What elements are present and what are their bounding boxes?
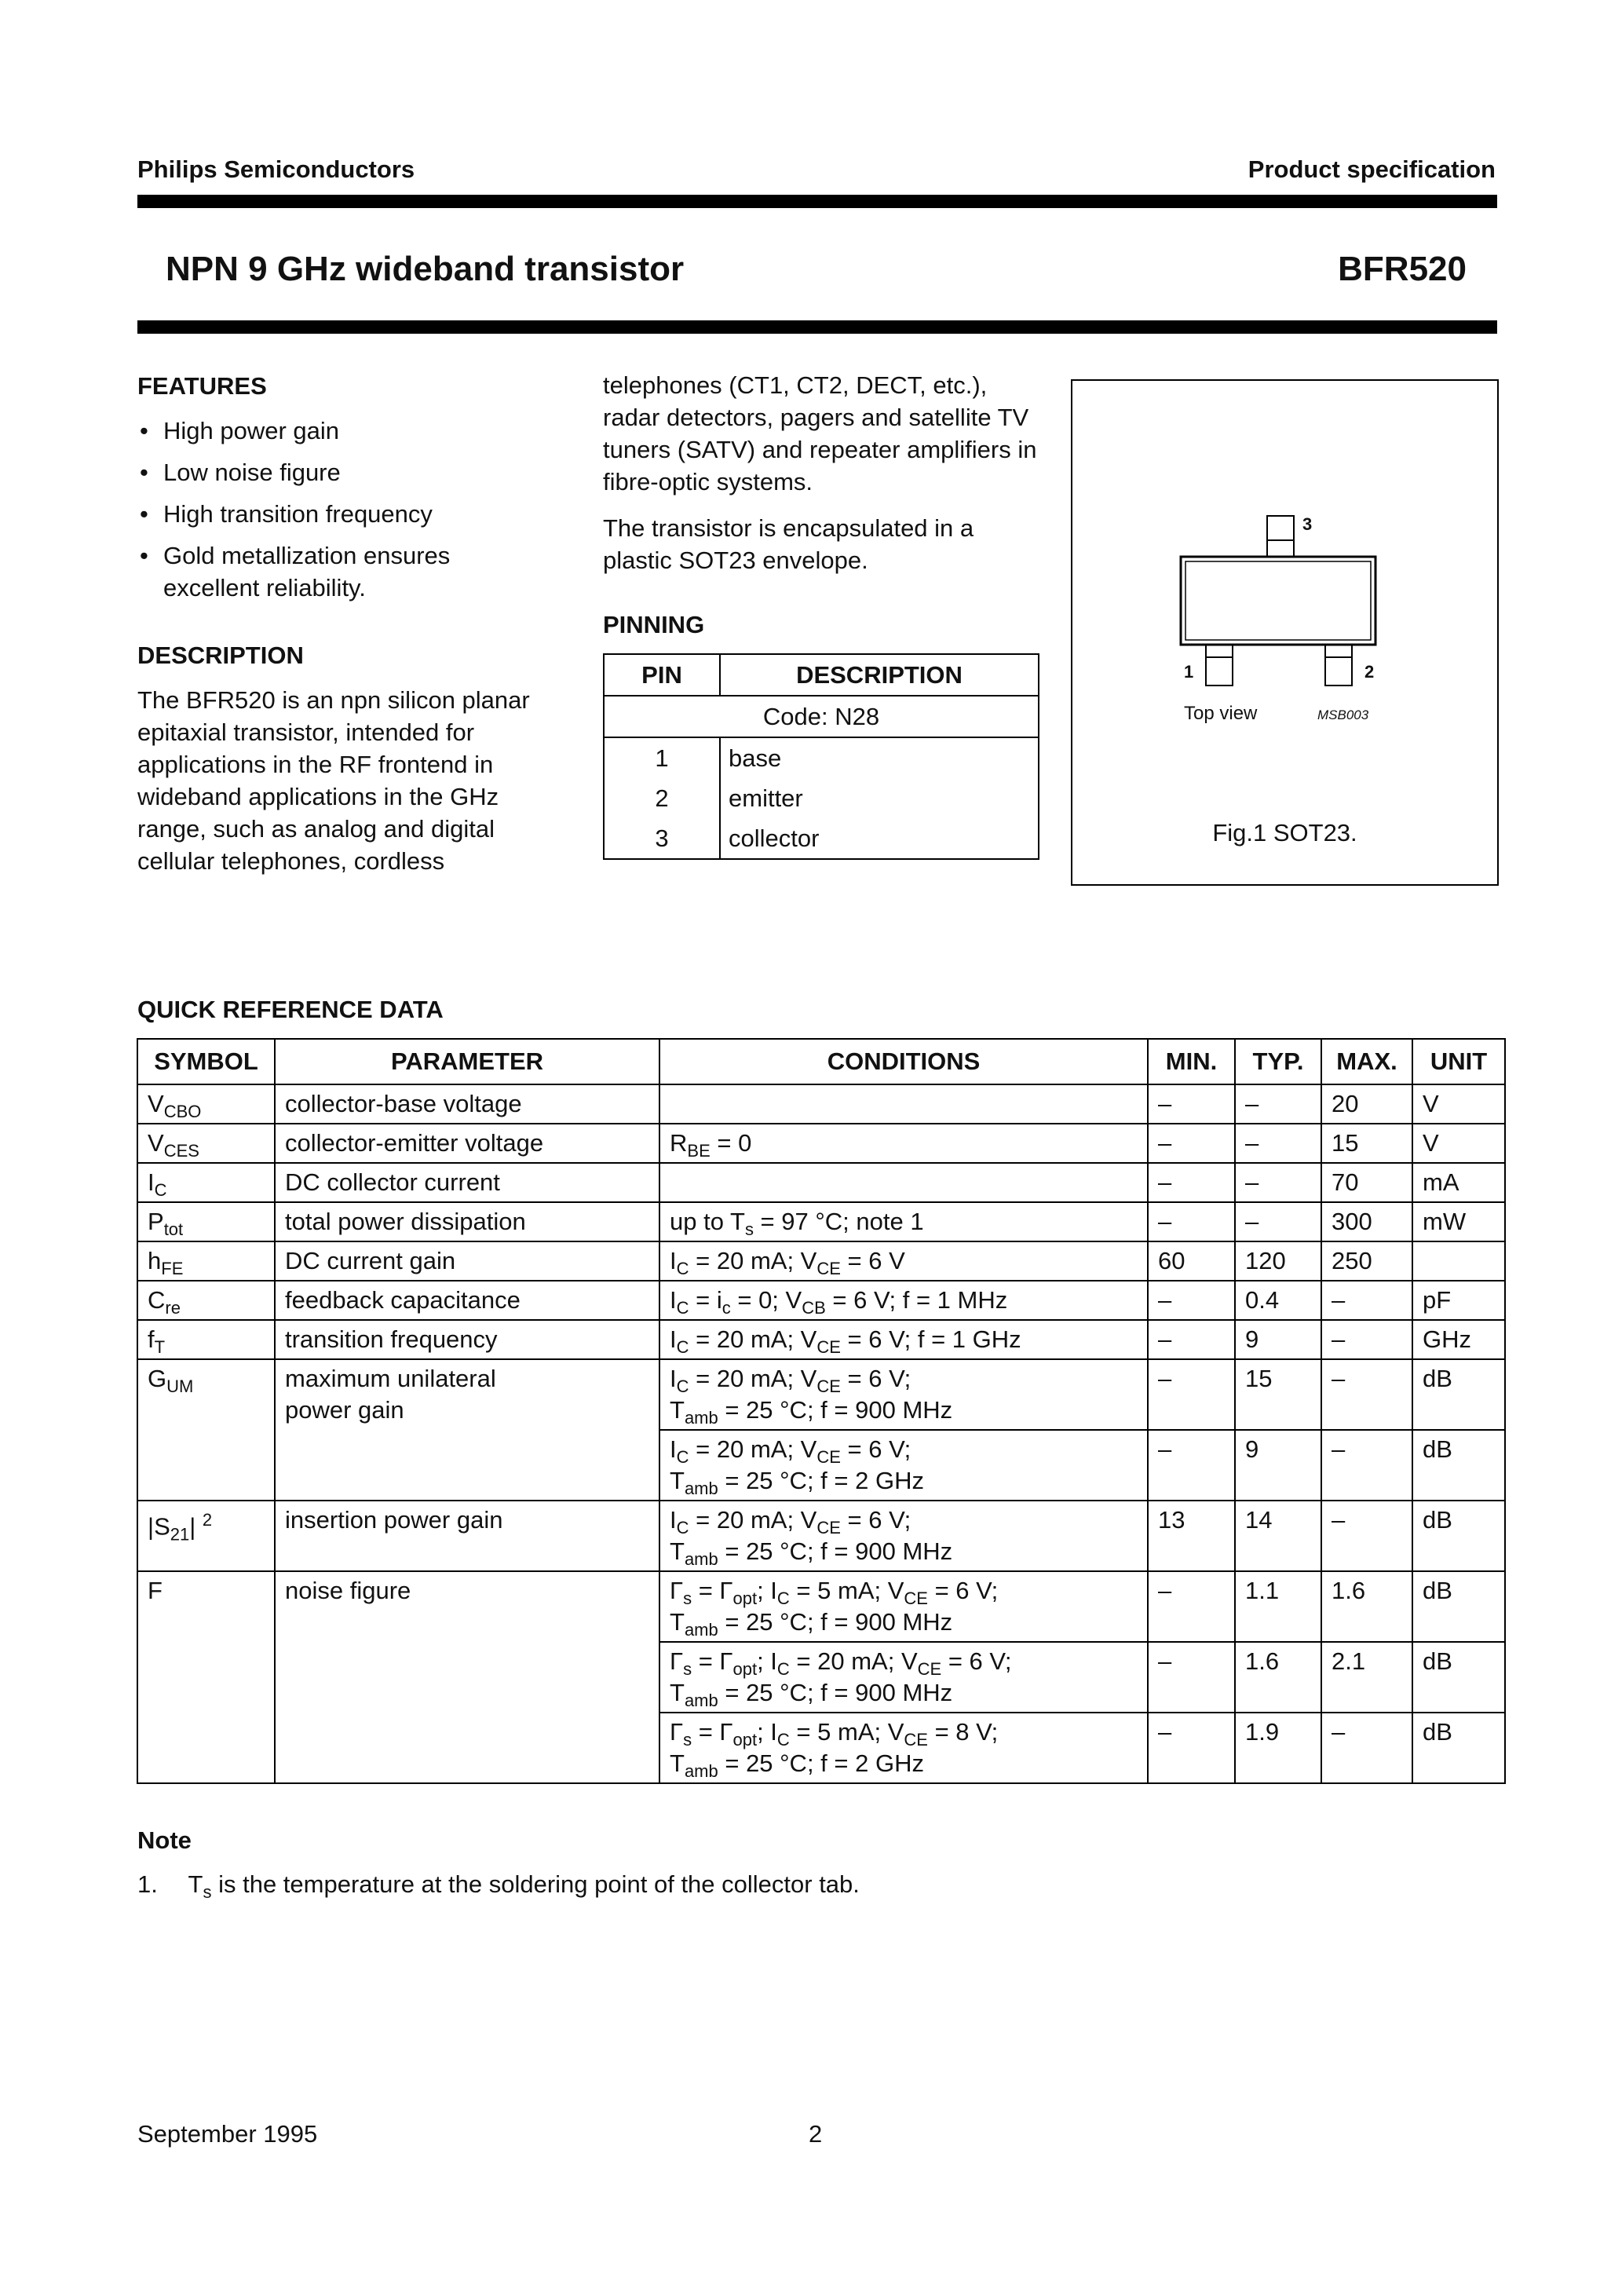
max-cell: 300 bbox=[1321, 1202, 1412, 1241]
unit-cell: pF bbox=[1412, 1281, 1505, 1320]
left-column bbox=[137, 372, 577, 877]
parameter-cell: DC current gain bbox=[275, 1241, 659, 1281]
conditions-cell: $I_C = 20$ mA; $V_{CE} = 6$ V; $T_{amb} = 25$ °C; f = 900 MHz bbox=[659, 1359, 1148, 1430]
max-cell: 15 bbox=[1321, 1124, 1412, 1163]
typ-cell: – bbox=[1235, 1202, 1321, 1241]
unit-cell: GHz bbox=[1412, 1320, 1505, 1359]
table-row bbox=[137, 1202, 1505, 1241]
pin-col-header: PIN bbox=[604, 654, 720, 696]
unit-cell: mA bbox=[1412, 1163, 1505, 1202]
marking-code: Code: N28 bbox=[604, 696, 1039, 737]
col-min: MIN. bbox=[1148, 1039, 1235, 1084]
sot23-package-diagram bbox=[1072, 381, 1497, 884]
max-cell: – bbox=[1321, 1713, 1412, 1783]
conditions-cell: $I_C = i_c = 0$; $V_{CB} = 6$ V; f = 1 MHz bbox=[659, 1281, 1148, 1320]
parameter-cell: feedback capacitance bbox=[275, 1281, 659, 1320]
max-cell: 1.6 bbox=[1321, 1571, 1412, 1642]
symbol-cell: $G_{UM}$ bbox=[137, 1359, 275, 1430]
col-conditions: CONDITIONS bbox=[659, 1039, 1148, 1084]
table-row bbox=[137, 1501, 1505, 1571]
table-row bbox=[604, 778, 1039, 818]
pin2-label: 2 bbox=[1364, 662, 1375, 682]
min-cell: – bbox=[1148, 1124, 1235, 1163]
typ-cell: 1.9 bbox=[1235, 1713, 1321, 1783]
doc-type: Product specification bbox=[1248, 155, 1496, 183]
symbol-cell: $P_{tot}$ bbox=[137, 1202, 275, 1241]
parameter-cell: maximum unilateral power gain bbox=[275, 1359, 659, 1430]
min-cell: – bbox=[1148, 1359, 1235, 1430]
description-para1: The BFR520 is an npn silicon planar epitaxial transistor, intended for applications in the RF frontend in wideband applications in the GHz range, such as analog and digital cellular telephones, cordless bbox=[137, 686, 530, 875]
table-row bbox=[137, 1124, 1505, 1163]
symbol-cell bbox=[137, 1642, 275, 1713]
part-number: BFR520 bbox=[1338, 250, 1467, 288]
typ-cell: 0.4 bbox=[1235, 1281, 1321, 1320]
product-title: NPN 9 GHz wideband transistor bbox=[166, 250, 685, 288]
conditions-cell: $I_C = 20$ mA; $V_{CE} = 6$ V bbox=[659, 1241, 1148, 1281]
top-view-label: Top view bbox=[1184, 703, 1258, 724]
parameter-cell: DC collector current bbox=[275, 1163, 659, 1202]
conditions-cell bbox=[659, 1163, 1148, 1202]
conditions-cell: $\Gamma_s = \Gamma_{opt}$; $I_C = 20$ mA; $V_{CE} = 6$ V; $T_{amb} = 25$ °C; f = 900 MHz bbox=[659, 1642, 1148, 1713]
typ-cell: 9 bbox=[1235, 1320, 1321, 1359]
min-cell: – bbox=[1148, 1642, 1235, 1713]
pin-number: 1 bbox=[604, 737, 720, 778]
symbol-cell: $V_{CBO}$ bbox=[137, 1084, 275, 1124]
page-number: 2 bbox=[809, 2120, 823, 2148]
feature-item: • Gold metallization ensures excellent reliability. bbox=[137, 539, 532, 604]
symbol-cell: $|S_{21}|$ $^2$ bbox=[137, 1501, 275, 1571]
figure-caption: Fig.1 SOT23. bbox=[1212, 819, 1357, 846]
pin-desc: emitter bbox=[720, 778, 1039, 818]
max-cell: – bbox=[1321, 1359, 1412, 1430]
unit-cell: dB bbox=[1412, 1571, 1505, 1642]
typ-cell: 9 bbox=[1235, 1430, 1321, 1501]
features-list bbox=[137, 415, 577, 604]
symbol-cell bbox=[137, 1713, 275, 1783]
parameter-cell: collector-base voltage bbox=[275, 1084, 659, 1124]
parameter-cell bbox=[275, 1642, 659, 1713]
conditions-cell: $I_C = 20$ mA; $V_{CE} = 6$ V; $T_{amb} = 25$ °C; f = 900 MHz bbox=[659, 1501, 1148, 1571]
symbol-cell bbox=[137, 1430, 275, 1501]
title-rule bbox=[137, 320, 1497, 334]
max-cell: 20 bbox=[1321, 1084, 1412, 1124]
pin-number: 2 bbox=[604, 778, 720, 818]
min-cell: – bbox=[1148, 1084, 1235, 1124]
symbol-cell: $f_T$ bbox=[137, 1320, 275, 1359]
parameter-cell: transition frequency bbox=[275, 1320, 659, 1359]
typ-cell: – bbox=[1235, 1124, 1321, 1163]
note-number: 1. bbox=[137, 1870, 158, 1898]
header-rule bbox=[137, 195, 1497, 208]
footer-date: September 1995 bbox=[137, 2120, 318, 2148]
pin3-label: 3 bbox=[1302, 514, 1313, 534]
description-heading: DESCRIPTION bbox=[137, 642, 304, 669]
conditions-cell: $\Gamma_s = \Gamma_{opt}$; $I_C = 5$ mA; $V_{CE} = 8$ V; $T_{amb} = 25$ °C; f = 2 GHz bbox=[659, 1713, 1148, 1783]
table-row bbox=[137, 1084, 1505, 1124]
min-cell: – bbox=[1148, 1202, 1235, 1241]
typ-cell: 1.6 bbox=[1235, 1642, 1321, 1713]
symbol-cell: F bbox=[137, 1571, 275, 1642]
max-cell: – bbox=[1321, 1320, 1412, 1359]
typ-cell: 1.1 bbox=[1235, 1571, 1321, 1642]
conditions-cell bbox=[659, 1084, 1148, 1124]
symbol-cell: $I_C$ bbox=[137, 1163, 275, 1202]
col-parameter: PARAMETER bbox=[275, 1039, 659, 1084]
parameter-cell: insertion power gain bbox=[275, 1501, 659, 1571]
feature-item: • Low noise figure bbox=[137, 456, 577, 488]
company-name: Philips Semiconductors bbox=[137, 155, 415, 183]
table-row bbox=[137, 1320, 1505, 1359]
table-row bbox=[604, 818, 1039, 859]
symbol-cell: $C_{re}$ bbox=[137, 1281, 275, 1320]
table-row bbox=[137, 1281, 1505, 1320]
conditions-cell: $I_C = 20$ mA; $V_{CE} = 6$ V; $T_{amb} = 25$ °C; f = 2 GHz bbox=[659, 1430, 1148, 1501]
col-symbol: SYMBOL bbox=[137, 1039, 275, 1084]
typ-cell: – bbox=[1235, 1084, 1321, 1124]
conditions-cell: $\Gamma_s = \Gamma_{opt}$; $I_C = 5$ mA; $V_{CE} = 6$ V; $T_{amb} = 25$ °C; f = 900 MHz bbox=[659, 1571, 1148, 1642]
feature-item: • High power gain bbox=[137, 415, 577, 447]
parameter-cell: collector-emitter voltage bbox=[275, 1124, 659, 1163]
typ-cell: 120 bbox=[1235, 1241, 1321, 1281]
table-row bbox=[604, 737, 1039, 778]
max-cell: – bbox=[1321, 1430, 1412, 1501]
symbol-cell: $h_{FE}$ bbox=[137, 1241, 275, 1281]
description-para1-cont: telephones (CT1, CT2, DECT, etc.), radar detectors, pagers and satellite TV tuners (SATV) and repeater amplifiers in fibre-optic systems. bbox=[603, 371, 1037, 495]
min-cell: – bbox=[1148, 1320, 1235, 1359]
parameter-cell: total power dissipation bbox=[275, 1202, 659, 1241]
table-row bbox=[137, 1713, 1505, 1783]
min-cell: 13 bbox=[1148, 1501, 1235, 1571]
unit-cell: dB bbox=[1412, 1642, 1505, 1713]
table-row bbox=[137, 1359, 1505, 1430]
table-row bbox=[137, 1241, 1505, 1281]
unit-cell: dB bbox=[1412, 1501, 1505, 1571]
feature-item: • High transition frequency bbox=[137, 498, 577, 530]
pinning-table bbox=[603, 653, 1039, 860]
note-heading: Note bbox=[137, 1826, 192, 1854]
max-cell: – bbox=[1321, 1281, 1412, 1320]
unit-cell: dB bbox=[1412, 1359, 1505, 1430]
col-unit: UNIT bbox=[1412, 1039, 1505, 1084]
conditions-cell: up to $T_s = 97$ °C; note 1 bbox=[659, 1202, 1148, 1241]
typ-cell: 14 bbox=[1235, 1501, 1321, 1571]
unit-cell: V bbox=[1412, 1084, 1505, 1124]
features-heading: FEATURES bbox=[137, 372, 267, 400]
typ-cell: – bbox=[1235, 1163, 1321, 1202]
qrd-heading: QUICK REFERENCE DATA bbox=[137, 996, 444, 1023]
note-item bbox=[137, 1870, 860, 1902]
pin-desc: collector bbox=[720, 818, 1039, 859]
max-cell: 250 bbox=[1321, 1241, 1412, 1281]
unit-cell: V bbox=[1412, 1124, 1505, 1163]
max-cell: 2.1 bbox=[1321, 1642, 1412, 1713]
min-cell: – bbox=[1148, 1163, 1235, 1202]
table-row bbox=[137, 1430, 1505, 1501]
table-row bbox=[137, 1163, 1505, 1202]
min-cell: – bbox=[1148, 1430, 1235, 1501]
min-cell: – bbox=[1148, 1281, 1235, 1320]
desc-col-header: DESCRIPTION bbox=[720, 654, 1039, 696]
symbol-cell: $V_{CES}$ bbox=[137, 1124, 275, 1163]
conditions-cell: $I_C = 20$ mA; $V_{CE} = 6$ V; f = 1 GHz bbox=[659, 1320, 1148, 1359]
middle-column bbox=[603, 369, 1043, 860]
conditions-cell: $R_{BE} = 0$ bbox=[659, 1124, 1148, 1163]
unit-cell: dB bbox=[1412, 1713, 1505, 1783]
min-cell: – bbox=[1148, 1571, 1235, 1642]
unit-cell: mW bbox=[1412, 1202, 1505, 1241]
min-cell: – bbox=[1148, 1713, 1235, 1783]
min-cell: 60 bbox=[1148, 1241, 1235, 1281]
max-cell: 70 bbox=[1321, 1163, 1412, 1202]
qrd-table bbox=[137, 1038, 1506, 1784]
pin-number: 3 bbox=[604, 818, 720, 859]
note-text: $T_s$ is the temperature at the soldering point of the collector tab. bbox=[188, 1870, 860, 1902]
col-typ: TYP. bbox=[1235, 1039, 1321, 1084]
typ-cell: 15 bbox=[1235, 1359, 1321, 1430]
figure-box bbox=[1071, 379, 1499, 886]
max-cell: – bbox=[1321, 1501, 1412, 1571]
parameter-cell bbox=[275, 1430, 659, 1501]
unit-cell bbox=[1412, 1241, 1505, 1281]
figure-code: MSB003 bbox=[1317, 707, 1369, 722]
table-row bbox=[137, 1642, 1505, 1713]
table-row bbox=[137, 1571, 1505, 1642]
description-para2: The transistor is encapsulated in a plastic SOT23 envelope. bbox=[603, 514, 974, 574]
unit-cell: dB bbox=[1412, 1430, 1505, 1501]
pin1-label: 1 bbox=[1184, 662, 1194, 682]
col-max: MAX. bbox=[1321, 1039, 1412, 1084]
pin-desc: base bbox=[720, 737, 1039, 778]
parameter-cell bbox=[275, 1713, 659, 1783]
pinning-heading: PINNING bbox=[603, 611, 705, 638]
parameter-cell: noise figure bbox=[275, 1571, 659, 1642]
